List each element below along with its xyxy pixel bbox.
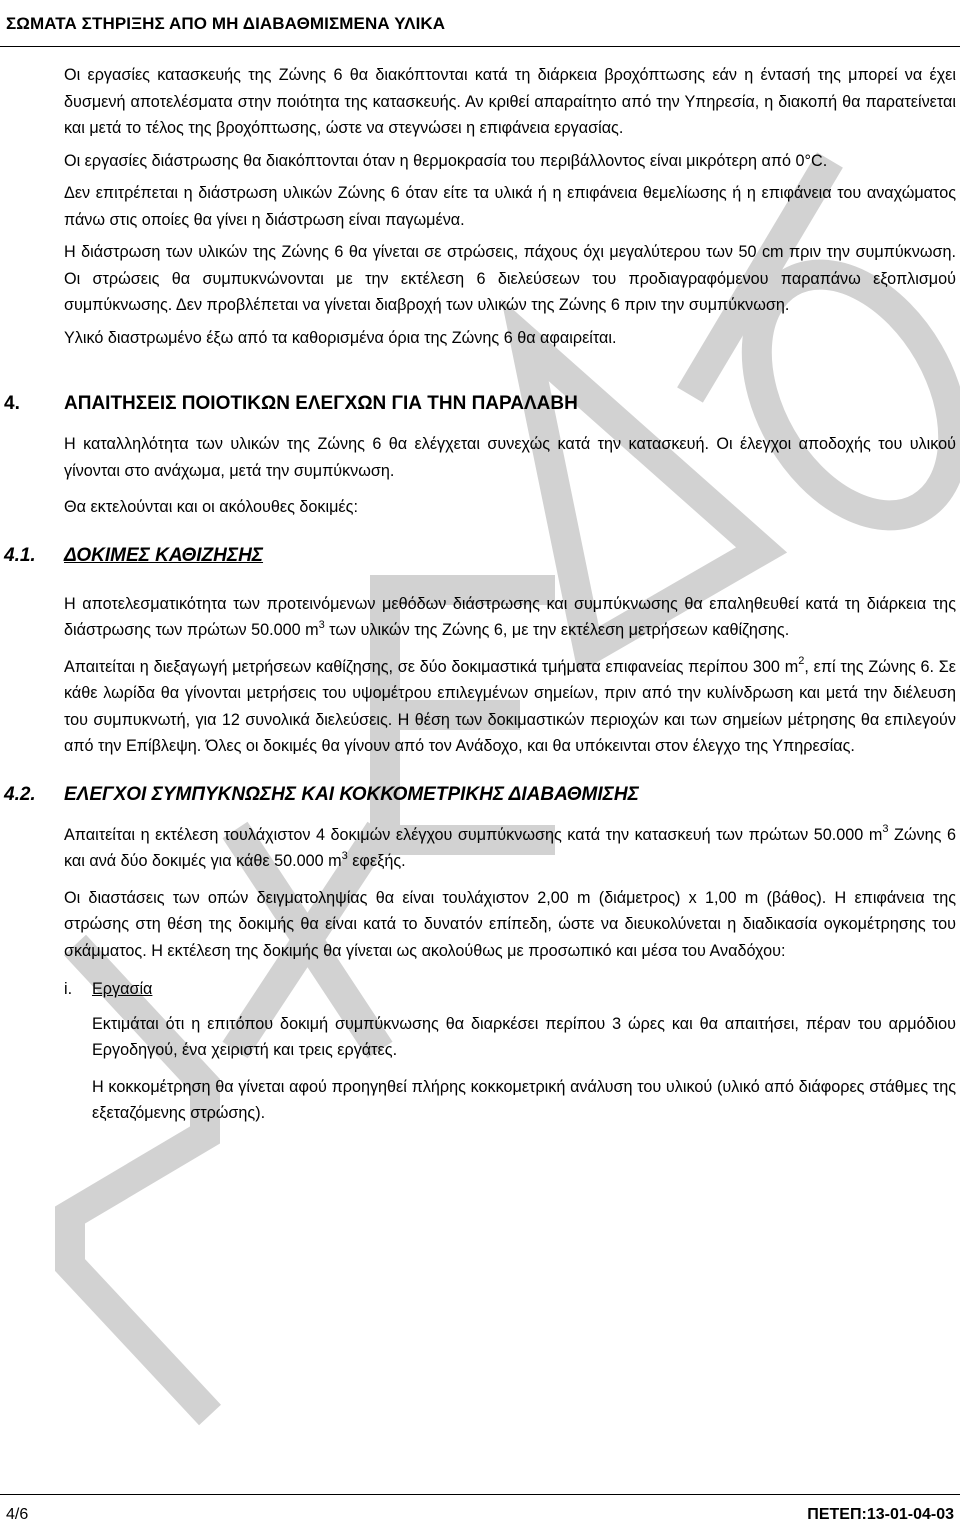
section-title: ΕΛΕΓΧΟΙ ΣΥΜΠΥΚΝΩΣΗΣ ΚΑΙ ΚΟΚΚΟΜΕΤΡΙΚΗΣ ΔΙΑΒΑΘΜΙΣΗΣ [64, 783, 639, 805]
paragraph-material-removal: Υλικό διαστρωμένο έξω από τα καθορισμένα όρια της Ζώνης 6 θα αφαιρείται. [64, 328, 617, 347]
paragraph-grading: Η κοκκομέτρηση θα γίνεται αφού προηγηθεί πλήρης κοκκομετρική ανάλυση του υλικού (υλικό από διάφορες στάθμες της εξεταζόμενης στρώσης). [92, 1077, 956, 1122]
list-item-labor [64, 976, 956, 1003]
document-code: ΠΕΤΕΠ:13-01-04-03 [807, 1506, 954, 1523]
paragraph-suitability: Η καταλληλότητα των υλικών της Ζώνης 6 θα ελέγχεται συνεχώς κατά την κατασκευή. Οι έλεγχοι αποδοχής του υλικού γίνονται στο ανάχωμα, μετά την συμπύκνωση. [64, 435, 956, 480]
paragraph-labor-estimate: Εκτιμάται ότι η επιτόπου δοκιμή συμπύκνωσης θα διαρκέσει περίπου 3 ώρες και θα απαιτήσει, πέραν του αρμόδιου Εργοδηγού, ένα χειριστή και τρεις εργάτες. [92, 1014, 956, 1059]
list-item-title: Εργασία [92, 980, 153, 998]
section-heading-compaction-controls [4, 782, 956, 808]
list-marker: i. [64, 980, 73, 998]
section-number: 4.2. [4, 783, 36, 805]
paragraph-compaction-tests: Απαιτείται η εκτέλεση τουλάχιστον 4 δοκιμών ελέγχου συμπύκνωσης κατά την κατασκευή των πρώτων 50.000 $m^3$ Ζώνης 6 και ανά δύο δοκιμές για κάθε 50.000 $m^3$ εφεξής. [64, 823, 956, 870]
section-number: 4. [4, 393, 20, 414]
paragraph-layer-thickness: Η διάστρωση των υλικών της Ζώνης 6 θα γίνεται σε στρώσεις, πάχους όχι μεγαλύτερου των 50 cm πριν την συμπύκνωση. Οι στρώσεις θα συμπυκνώνονται με την εκτέλεση 6 διελεύσεων του προδιαγραφόμενου παραπάνω εξοπλισμού συμπύκνωσης. Δεν προβλέπεται να γίνεται διαβροχή των υλικών της Ζώνης 6 πριν την συμπύκνωση. [64, 243, 956, 314]
page-header-title: ΣΩΜΑΤΑ ΣΤΗΡΙΞΗΣ ΑΠΟ ΜΗ ΔΙΑΒΑΘΜΙΣΜΕΝΑ ΥΛΙΚΑ [6, 14, 446, 33]
page-number: 4/6 [6, 1506, 29, 1523]
section-number: 4.1. [4, 544, 36, 566]
document-body [4, 62, 957, 1127]
paragraph-sampling-holes: Οι διαστάσεις των οπών δειγματοληψίας θα είναι τουλάχιστον 2,00 m (διάμετρος) x 1,00 m (βάθος). Η επιφάνεια της στρώσης στη θέση της δοκιμής θα είναι κατά το δυνατόν επίπεδη, ώστε να διευκολύνεται η διαδικασία ογκομέτρησης του σκάμματος. Η εκτέλεση της δοκιμής θα γίνεται ως ακολούθως με προσωπικό και μέσα του Αναδόχου: [64, 888, 956, 960]
paragraph-frozen-materials: Δεν επιτρέπεται η διάστρωση υλικών Ζώνης 6 όταν είτε τα υλικά ή η επιφάνεια θεμελίωσης ή η επιφάνεια του αναχώματος πάνω στις οποίες θα γίνει η διάστρωση είναι παγωμένα. [64, 184, 956, 229]
section-heading-quality-controls [4, 391, 956, 417]
paragraph-tests-intro: Θα εκτελούνται και οι ακόλουθες δοκιμές: [64, 498, 358, 516]
paragraph-temperature-limit: Οι εργασίες διάστρωσης θα διακόπτονται όταν η θερμοκρασία του περιβάλλοντος είναι μικρότερη από 0°C. [64, 151, 828, 170]
footer-divider [0, 1494, 960, 1495]
section-title: ΔΟΚΙΜΕΣ ΚΑΘΙΖΗΣΗΣ [64, 544, 264, 566]
paragraph-rain-interruption: Οι εργασίες κατασκευής της Ζώνης 6 θα διακόπτονται κατά τη διάρκεια βροχόπτωσης εάν η έντασή της μπορεί να έχει δυσμενή αποτελέσματα στην ποιότητα της κατασκευής. Αν κριθεί απαραίτητο από την Υπηρεσία, η διακοπή θα παρατείνεται και μετά το τέλος της βροχόπτωσης, ώστε να στεγνώσει η επιφάνεια εργασίας. [64, 66, 956, 137]
paragraph-settlement-measurements: Απαιτείται η διεξαγωγή μετρήσεων καθίζησης, σε δύο δοκιμαστικά τμήματα επιφανείας περίπου 300 $m^2$, επί της Ζώνης 6. Σε κάθε λωρίδα θα γίνονται μετρήσεις του υψομέτρου επιλεγμένων σημείων, πριν από την κυλίνδρωση και μετά την διέλευση του συμπυκνωτή, για 12 συνολικά διελεύσεις. Η θέση των δοκιμαστικών περιοχών και των σημείων μέτρησης θα επιλεγούν από την Επίβλεψη. Όλες οι δοκιμές θα γίνουν από τον Ανάδοχο, και θα υπόκεινται στον έλεγχο της Υπηρεσίας. [64, 655, 957, 755]
header-divider [0, 46, 960, 47]
paragraph-settlement-effectiveness: Η αποτελεσματικότητα των προτεινόμενων μεθόδων διάστρωσης και συμπύκνωσης θα επαληθευθεί κατά τη διάρκεια της διάστρωσης των πρώτων 50.000 $m^3$ των υλικών της Ζώνης 6, με την εκτέλεση μετρήσεων καθίζησης. [64, 594, 956, 639]
section-heading-settlement-tests [4, 543, 956, 569]
section-title: ΑΠΑΙΤΗΣΕΙΣ ΠΟΙΟΤΙΚΩΝ ΕΛΕΓΧΩΝ ΓΙΑ ΤΗΝ ΠΑΡΑΛΑΒΗ [64, 393, 578, 414]
